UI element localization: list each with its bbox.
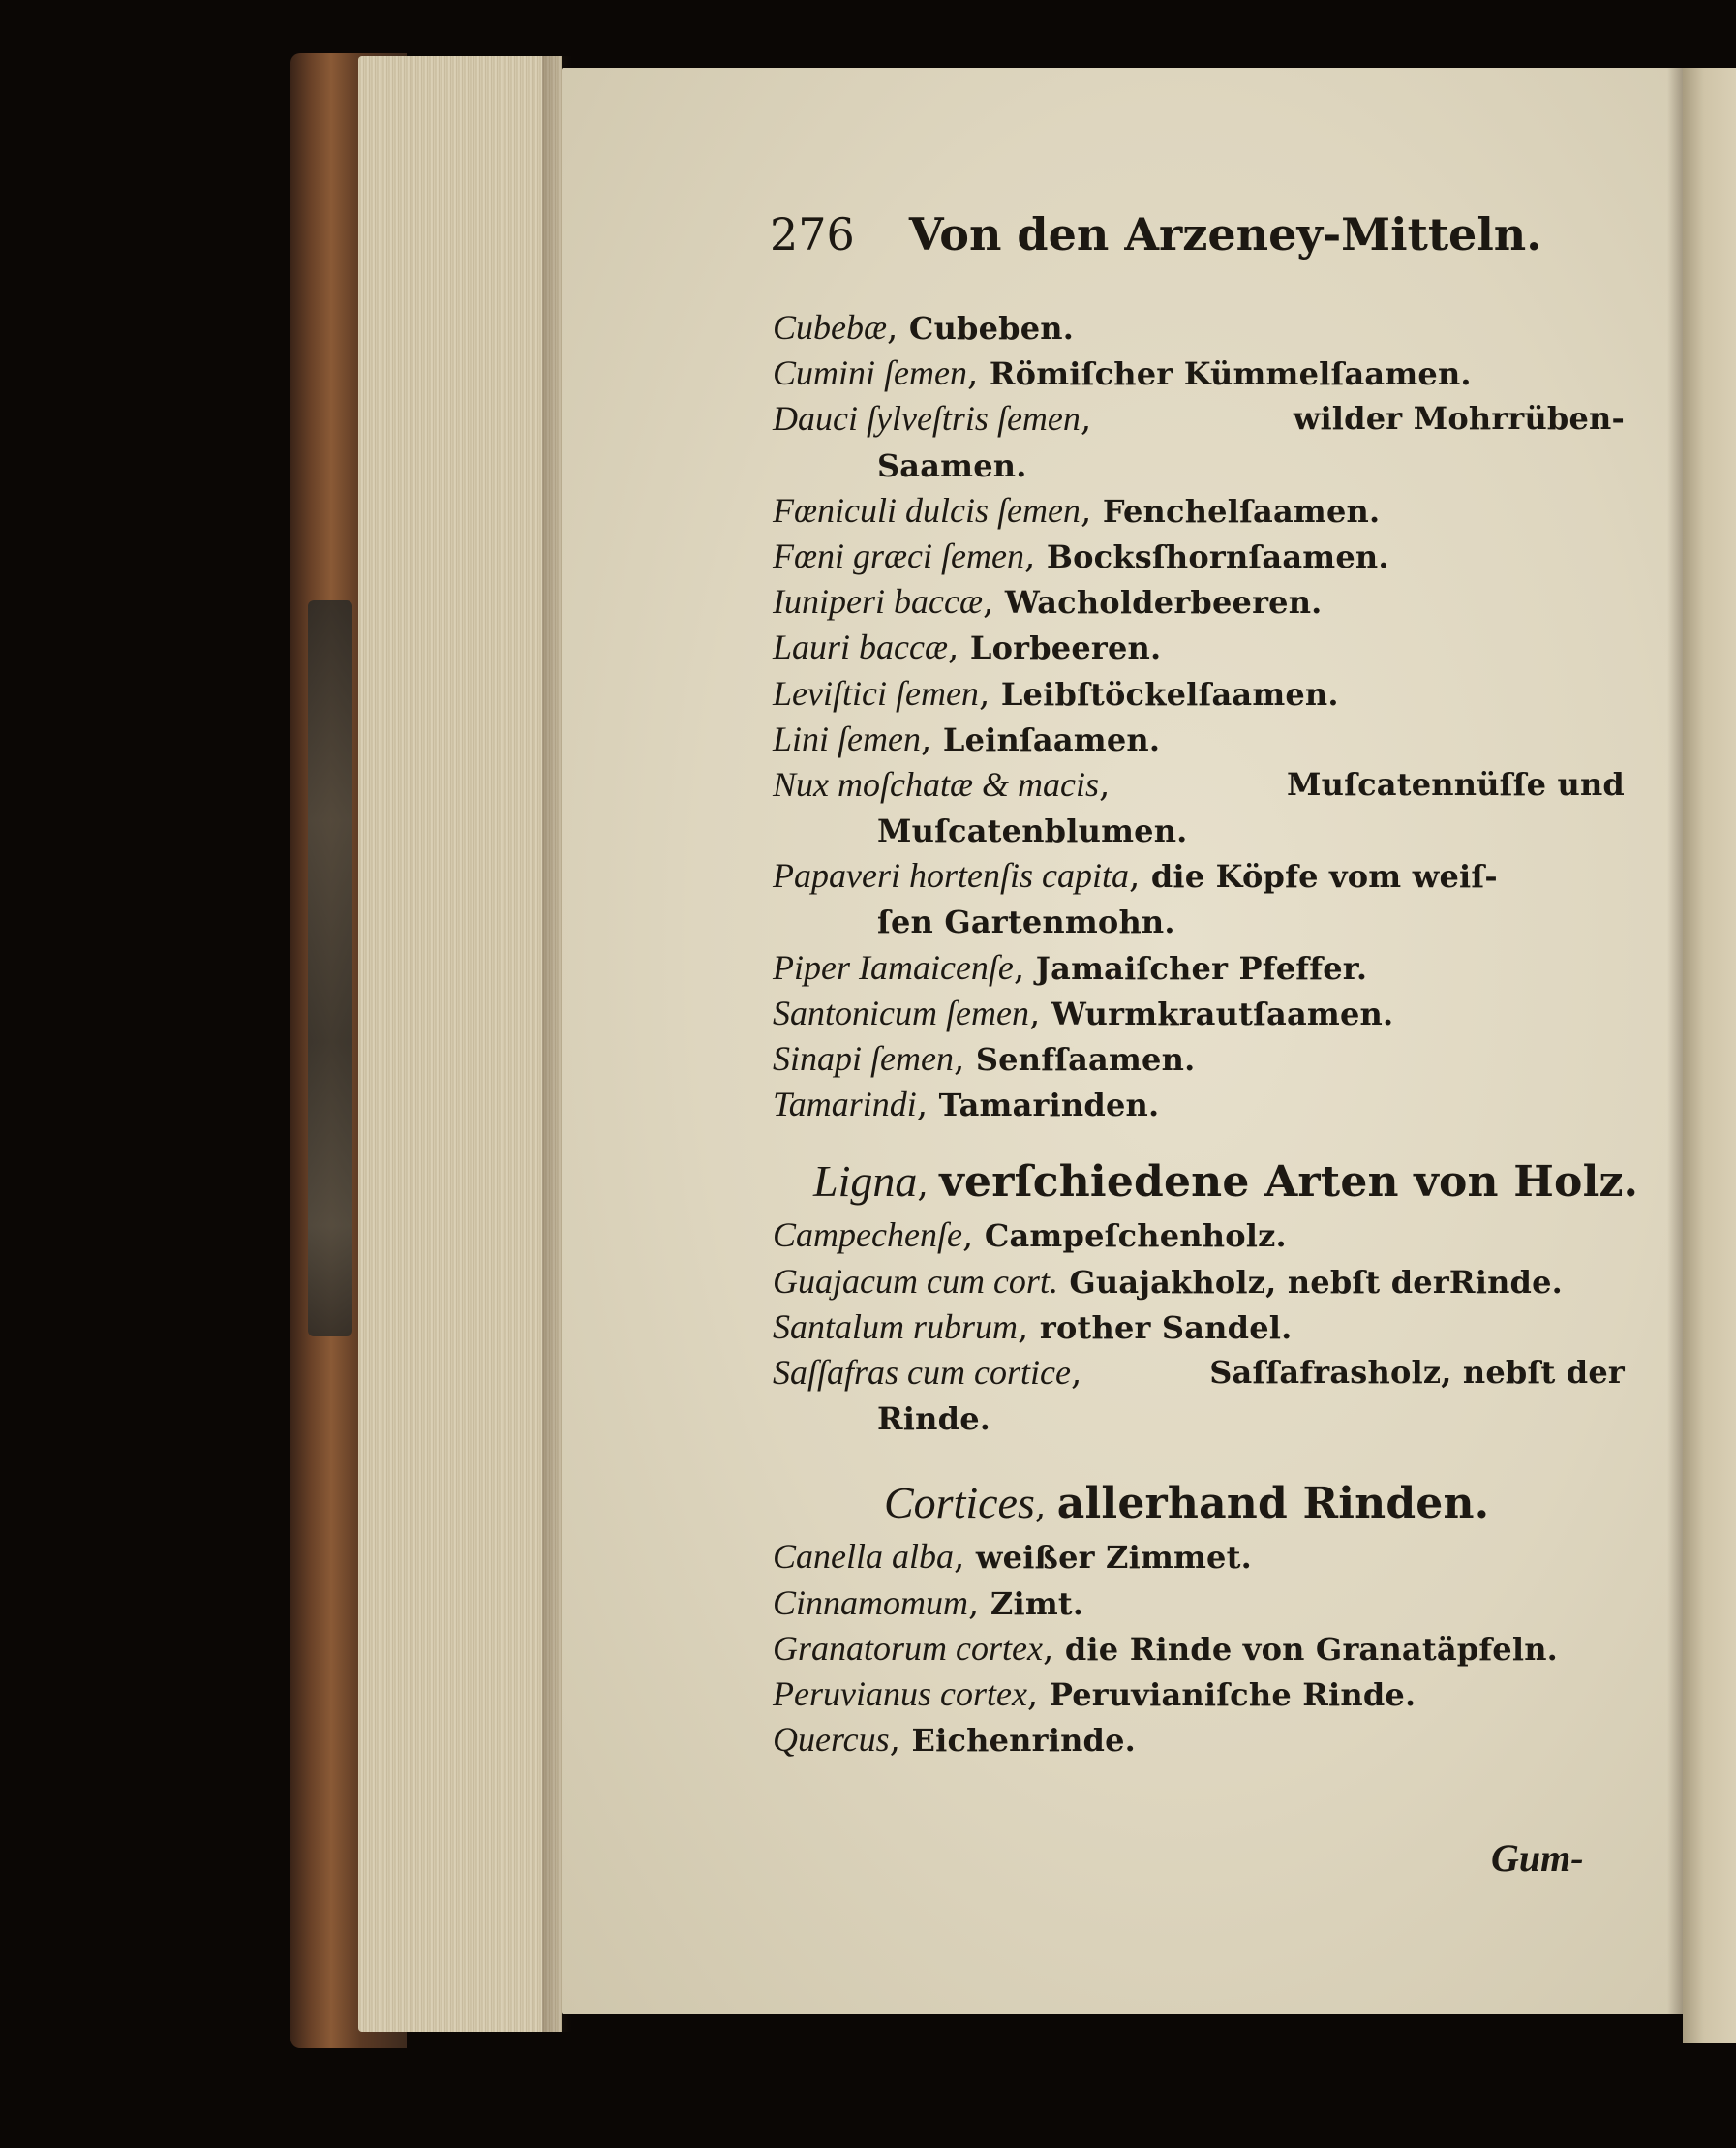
german-term: Fenchelſaamen. [1102, 492, 1381, 530]
page-text [773, 305, 1639, 1763]
german-term: Römiſcher Kümmelſaamen. [989, 355, 1472, 393]
german-term: Guajakholz, nebſt derRinde. [1069, 1263, 1564, 1301]
german-term: die Rinde von Granatäpfeln. [1064, 1630, 1559, 1668]
german-term: Wacholderbeeren. [1004, 584, 1323, 622]
page-title: Von den Arzeney-Mitteln. [908, 208, 1542, 261]
entry: Granatorum cortex, die Rinde von Granatäpfeln. [773, 1628, 1559, 1669]
entry: Cubebæ, Cubeben. [773, 308, 1075, 348]
latin-term: Fœniculi dulcis ſemen [773, 490, 1081, 530]
entry: Tamarindi, Tamarinden. [773, 1085, 1160, 1125]
entry: Saſſafras cum cortice, Saſſafrasholz, nebſt der [773, 1350, 1625, 1396]
entry-continuation [773, 899, 1625, 944]
entry: Cinnamomum, Zimt. [773, 1582, 1084, 1623]
german-term: Zimt. [990, 1584, 1084, 1622]
entry: Iuniperi baccæ, Wacholderbeeren. [773, 582, 1323, 623]
german-term: Tamarinden. [938, 1087, 1160, 1124]
entry: Campechenſe, Campeſchenholz. [773, 1215, 1287, 1256]
entry: Leviſtici ſemen, Leibſtöckelſaamen. [773, 673, 1339, 714]
latin-term: Leviſtici ſemen [773, 673, 979, 713]
page-edges [358, 56, 562, 2032]
latin-term: Dauci ſylveſtris ſemen [773, 399, 1081, 439]
latin-term: Granatorum cortex [773, 1628, 1043, 1668]
latin-term: Saſſafras cum cortice [773, 1352, 1071, 1392]
german-term-continued: Muſcatenblumen. [877, 813, 1188, 850]
entry-continuation [773, 808, 1625, 853]
entry: Piper Iamaicenſe, Jamaiſcher Pfeffer. [773, 947, 1368, 988]
facing-page-edge [1683, 68, 1736, 2043]
latin-term: Santalum rubrum [773, 1306, 1019, 1346]
latin-term: Iuniperi baccæ [773, 582, 983, 622]
section-heading-german: allerhand Rinden. [1056, 1479, 1490, 1529]
german-term: Leinſaamen. [942, 721, 1161, 758]
latin-term: Campechenſe [773, 1215, 962, 1255]
entry: Papaveri hortenſis capita, die Köpfe vom weiſ- [773, 856, 1498, 897]
german-term: Leibſtöckelſaamen. [1000, 675, 1339, 713]
german-term-continued: Rinde. [877, 1400, 991, 1438]
latin-term: Tamarindi [773, 1085, 917, 1124]
section-heading-cortices: Cortices, allerhand Rinden. [884, 1478, 1490, 1529]
entry: Nux moſchatæ & macis, Muſcatennüſſe und [773, 762, 1625, 808]
german-term: Jamaiſcher Pfeffer. [1035, 949, 1368, 987]
entry: Lauri baccæ, Lorbeeren. [773, 628, 1162, 668]
latin-term: Cubebæ [773, 308, 888, 347]
cover-wear [308, 600, 352, 1336]
german-term: Eichenrinde. [911, 1722, 1137, 1760]
latin-term: Papaveri hortenſis capita [773, 856, 1129, 896]
latin-term: Guajacum cum cort. [773, 1261, 1058, 1301]
entry: Santalum rubrum, rother Sandel. [773, 1306, 1293, 1347]
latin-term: Cumini ſemen [773, 353, 967, 393]
latin-term: Fœni græci ſemen [773, 536, 1024, 575]
german-term: weißer Zimmet. [975, 1539, 1252, 1577]
german-term: rother Sandel. [1039, 1308, 1293, 1346]
section-heading-latin: Cortices [884, 1478, 1035, 1528]
catchword: Gum- [1491, 1836, 1584, 1880]
latin-term: Peruvianus cortex [773, 1673, 1027, 1713]
running-head [770, 208, 1542, 266]
entry-continuation [773, 443, 1625, 488]
german-term: Bocksſhornſaamen. [1046, 537, 1389, 575]
latin-term: Lauri baccæ [773, 628, 949, 667]
german-term: Cubeben. [908, 310, 1075, 347]
german-term: Lorbeeren. [969, 629, 1162, 667]
german-term: die Köpfe vom weiſ- [1150, 858, 1498, 896]
entry: Cumini ſemen, Römiſcher Kümmelſaamen. [773, 353, 1472, 394]
latin-term: Quercus [773, 1720, 890, 1760]
entry: Fœni græci ſemen, Bocksſhornſaamen. [773, 536, 1389, 576]
german-term: Campeſchenholz. [984, 1217, 1287, 1255]
german-term: Saſſafrasholz, nebſt der [1209, 1353, 1625, 1391]
page-number: 276 [770, 208, 855, 261]
latin-term: Santonicum ſemen [773, 993, 1029, 1032]
latin-term: Lini ſemen [773, 719, 921, 758]
entry: Quercus, Eichenrinde. [773, 1720, 1137, 1761]
latin-term: Sinapi ſemen [773, 1039, 954, 1078]
entry [773, 1259, 1625, 1304]
german-term: wilder Mohrrüben- [1293, 400, 1625, 438]
entry: Sinapi ſemen, Senfſaamen. [773, 1039, 1196, 1079]
section-heading-ligna: Ligna, verſchiedene Arten von Holz. [813, 1156, 1639, 1208]
german-term-continued: Saamen. [877, 446, 1027, 484]
entry: Santonicum ſemen, Wurmkrautſaamen. [773, 993, 1394, 1033]
entry: Lini ſemen, Leinſaamen. [773, 719, 1161, 759]
german-term: Muſcatennüſſe und [1287, 765, 1625, 803]
latin-term: Piper Iamaicenſe [773, 947, 1014, 987]
german-term: Senfſaamen. [975, 1041, 1196, 1078]
german-term-continued: ſen Gartenmohn. [877, 904, 1175, 941]
latin-term: Cinnamomum [773, 1582, 969, 1622]
entry: Dauci ſylveſtris ſemen, wilder Mohrrüben- [773, 396, 1625, 442]
entry: Peruvianus cortex, Peruvianiſche Rinde. [773, 1673, 1416, 1714]
entry-continuation [773, 1396, 1625, 1441]
entry: Canella alba, weißer Zimmet. [773, 1537, 1252, 1578]
section-heading-latin: Ligna [813, 1156, 918, 1207]
entry: Fœniculi dulcis ſemen, Fenchelſaamen. [773, 490, 1381, 531]
german-term: Peruvianiſche Rinde. [1049, 1675, 1416, 1713]
latin-term: Canella alba [773, 1537, 954, 1577]
german-term: Wurmkrautſaamen. [1051, 995, 1394, 1032]
latin-term: Nux moſchatæ & macis [773, 764, 1099, 804]
section-heading-german: verſchiedene Arten von Holz. [939, 1157, 1639, 1208]
